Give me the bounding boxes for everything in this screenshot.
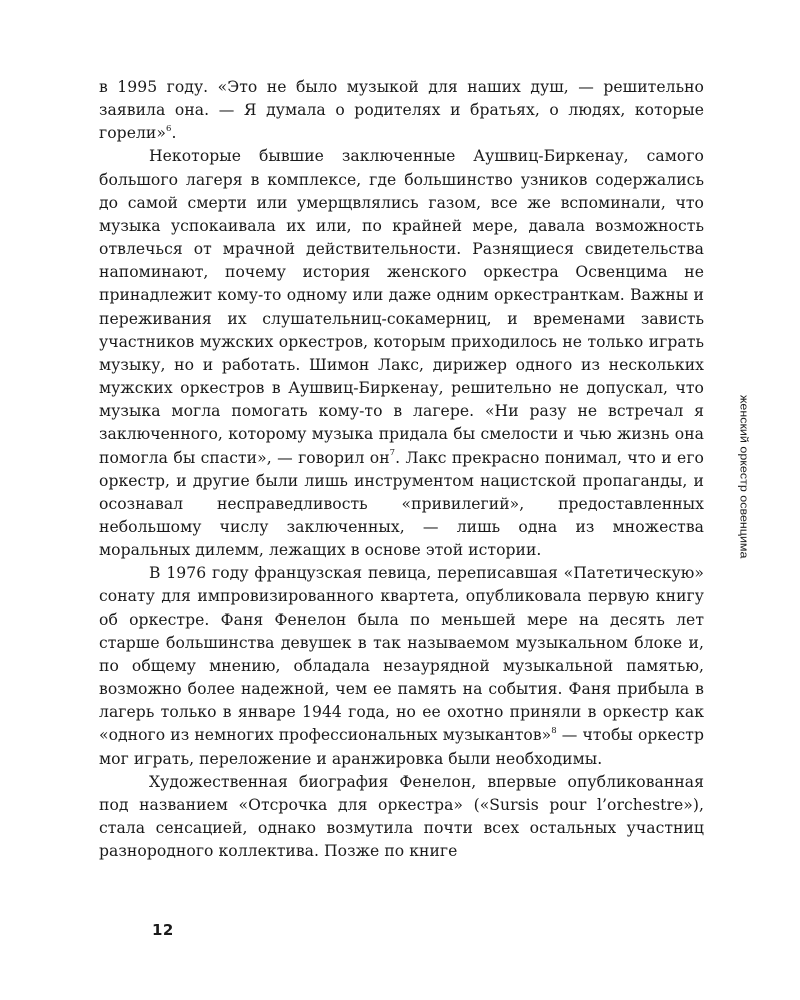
footnote-ref-7: 7 bbox=[389, 448, 396, 459]
paragraph-text: Художественная биография Фенелон, впервые опубликованная под названием «Отсрочка для оркестра» («Sursis pour l’orchestre»), стала сенсацией, однако возмутила почти всех остальных участниц разнородного коллектива. Позже по книге bbox=[99, 772, 704, 861]
running-head: женский оркестр освенцима bbox=[738, 395, 750, 559]
paragraph-text: В 1976 году французская певица, переписавшая «Патетическую» сонату для импровизированного квартета, опубликовала первую книгу об оркестре. Фаня Фенелон была по меньшей мере на десять лет старше большинства девушек в так называемом музыкальном блоке и, по общему мнению, обладала незаурядной музыкальной памятью, возможно более надежной, чем ее память на события. Фаня прибыла в лагерь только в январе 1944 года, но ее охотно приняли в оркестр как «одного из немногих профессиональных музыкантов» bbox=[99, 564, 704, 745]
footnote-ref-6: 6 bbox=[165, 124, 172, 135]
paragraph-4 bbox=[99, 771, 704, 864]
paragraph-text-end: — чтобы оркестр мог играть, переложение и аранжировка были необходимы. bbox=[99, 726, 704, 768]
paragraph-2 bbox=[99, 145, 704, 562]
paragraph-text-end: . Лакс прекрасно понимал, что и его оркестр, и другие были лишь инструментом нацистской пропаганды, и осознавал несправедливость «привилегий», предоставленных небольшому числу заключенных, — лишь одна из множества моральных дилемм, лежащих в основе этой истории. bbox=[99, 448, 704, 560]
page-number: 12 bbox=[152, 921, 174, 939]
paragraph-text-end: . bbox=[171, 124, 177, 143]
paragraph-text: в 1995 году. «Это не было музыкой для наших душ, — решительно заявила она. — Я думала о родителях и братьях, о людях, которые горели» bbox=[99, 78, 704, 143]
paragraph-1 bbox=[99, 76, 704, 145]
footnote-ref-8: 8 bbox=[551, 726, 557, 737]
paragraph-text: Некоторые бывшие заключенные Аушвиц-Биркенау, самого большого лагеря в комплексе, где большинство узников содержались до самой смерти или умерщвлялись газом, все же вспоминали, что музыка успокаивала их или, по крайней мере, давала возможность отвлечься от мрачной действительности. Разнящиеся свидетельства напоминают, почему история женского оркестра Освенцима не принадлежит кому-то одному или даже одним оркестранткам. Важны и переживания их слушательниц-сокамерниц, и временами зависть участников мужских оркестров, которым приходилось не только играть музыку, но и работать. Шимон Лакс, дирижер одного из нескольких мужских оркестров в Аушвиц-Биркенау, решительно не допускал, что музыка могла помогать кому-то в лагере. «Ни разу не встречал я заключенного, которому музыка придала бы смелости и чью жизнь она помогла бы спасти», — говорил он bbox=[99, 147, 704, 467]
body-text bbox=[99, 76, 704, 863]
paragraph-3 bbox=[99, 562, 704, 770]
